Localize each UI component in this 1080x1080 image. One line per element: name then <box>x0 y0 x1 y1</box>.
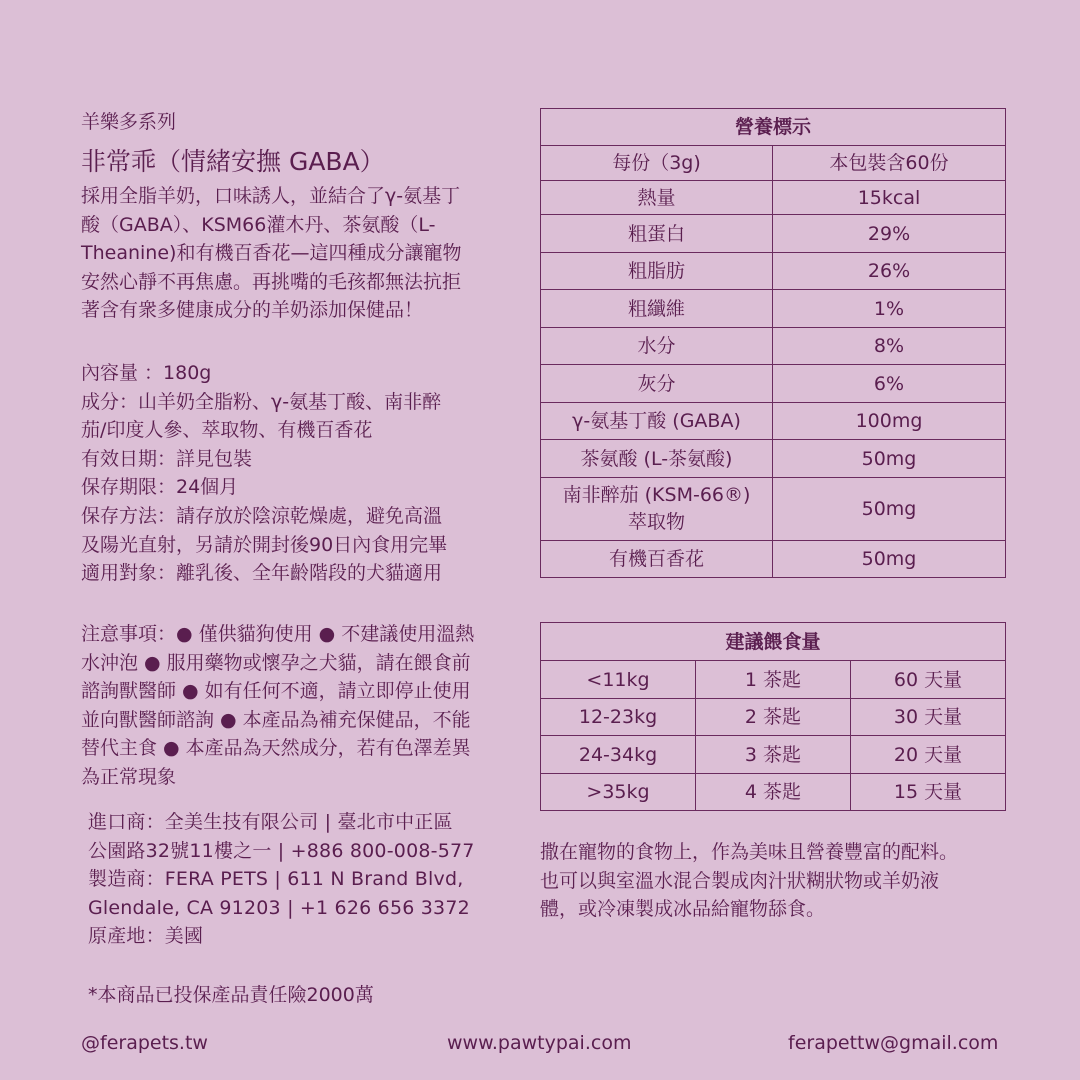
footer-website: www.pawtypai.com <box>447 1032 632 1054</box>
nutrient-name: 粗蛋白 <box>541 215 773 253</box>
nutrition-table <box>540 108 1006 578</box>
dose: 2 茶匙 <box>696 699 851 736</box>
table-row <box>541 541 1006 578</box>
nutrient-value: 50mg <box>773 541 1006 578</box>
footer-instagram: @ferapets.tw <box>81 1032 208 1054</box>
nutrition-header-serving: 每份（3g) <box>541 146 773 181</box>
table-row <box>541 328 1006 365</box>
duration: 15 天量 <box>851 774 1006 811</box>
weight-range: 24-34kg <box>541 736 696 774</box>
weight-range: 12-23kg <box>541 699 696 736</box>
nutrient-name: 有機百香花 <box>541 541 773 578</box>
insurance-note: *本商品已投保產品責任險2000萬 <box>88 984 374 1006</box>
nutrient-value: 29% <box>773 215 1006 253</box>
weight-range: >35kg <box>541 774 696 811</box>
feeding-table <box>540 622 1006 811</box>
usage-instructions: 撒在寵物的食物上，作為美味且營養豐富的配料。 也可以與室溫水混合製成肉汁狀糊狀物或羊奶液 體，或冷凍製成冰品給寵物舔食。 <box>540 841 959 921</box>
company-info: 進口商：全美生技有限公司 | 臺北市中正區 公園路32號11樓之一 | +886 800-008-577 製造商：FERA PETS | 611 N Brand Blvd, Glendale, CA 91203 | +1 626 656 3372 原產地：美國 <box>88 811 475 948</box>
nutrient-value: 100mg <box>773 403 1006 440</box>
nutrition-title: 營養標示 <box>541 109 1006 146</box>
nutrient-name: 南非醉茄 (KSM-66®) 萃取物 <box>541 478 773 541</box>
series-name: 羊樂多系列 <box>81 111 177 133</box>
precautions: 注意事項：● 僅供貓狗使用 ● 不建議使用溫熱 水沖泡 ● 服用藥物或懷孕之犬貓，請在餵食前 諮詢獸醫師 ● 如有任何不適，請立即停止使用 並向獸醫師諮詢 ● 本產品為補充保健品，不能 替代主食 ● 本產品為天然成分，若有色澤差異 為正常現象 <box>81 623 475 788</box>
table-row <box>541 774 1006 811</box>
weight-range: <11kg <box>541 661 696 699</box>
duration: 30 天量 <box>851 699 1006 736</box>
table-row <box>541 290 1006 328</box>
nutrient-value: 8% <box>773 328 1006 365</box>
dose: 3 茶匙 <box>696 736 851 774</box>
table-row <box>541 215 1006 253</box>
nutrient-name: 水分 <box>541 328 773 365</box>
table-row <box>541 736 1006 774</box>
table-row <box>541 365 1006 403</box>
product-specs: 內容量 ：180g 成分：山羊奶全脂粉、γ-氨基丁酸、南非醉 茄/印度人參、萃取物、有機百香花 有效日期：詳見包裝 保存期限：24個月 保存方法：請存放於陰涼乾燥處，避免高溫 及陽光直射，另請於開封後90日內食用完畢 適用對象：離乳後、全年齡階段的犬貓適用 <box>81 362 448 585</box>
duration: 20 天量 <box>851 736 1006 774</box>
table-row <box>541 403 1006 440</box>
dose: 4 茶匙 <box>696 774 851 811</box>
table-row <box>541 661 1006 699</box>
product-title: 非常乖（情緒安撫 GABA） <box>81 147 385 176</box>
nutrient-value: 50mg <box>773 440 1006 478</box>
table-row <box>541 181 1006 215</box>
nutrient-name: 熱量 <box>541 181 773 215</box>
nutrient-name: 茶氨酸 (L-茶氨酸) <box>541 440 773 478</box>
nutrient-value: 6% <box>773 365 1006 403</box>
nutrition-header-package: 本包裝含60份 <box>773 146 1006 181</box>
nutrient-value: 1% <box>773 290 1006 328</box>
nutrient-name: 粗脂肪 <box>541 253 773 290</box>
nutrient-value: 26% <box>773 253 1006 290</box>
nutrient-name: 灰分 <box>541 365 773 403</box>
feeding-title: 建議餵食量 <box>541 623 1006 661</box>
table-row <box>541 478 1006 541</box>
table-row <box>541 440 1006 478</box>
table-row <box>541 699 1006 736</box>
nutrient-value: 15kcal <box>773 181 1006 215</box>
product-intro: 採用全脂羊奶，口味誘人，並結合了γ-氨基丁 酸（GABA）、KSM66灌木丹、茶氨酸（L- Theanine)和有機百香花—這四種成分讓寵物 安然心靜不再焦慮。再挑嘴的毛孩都無法抗拒 著含有衆多健康成分的羊奶添加保健品！ <box>81 185 462 322</box>
nutrient-name: 粗纖維 <box>541 290 773 328</box>
table-row <box>541 253 1006 290</box>
dose: 1 茶匙 <box>696 661 851 699</box>
nutrient-value: 50mg <box>773 478 1006 541</box>
footer-email: ferapettw@gmail.com <box>788 1032 999 1054</box>
duration: 60 天量 <box>851 661 1006 699</box>
nutrient-name: γ-氨基丁酸 (GABA) <box>541 403 773 440</box>
